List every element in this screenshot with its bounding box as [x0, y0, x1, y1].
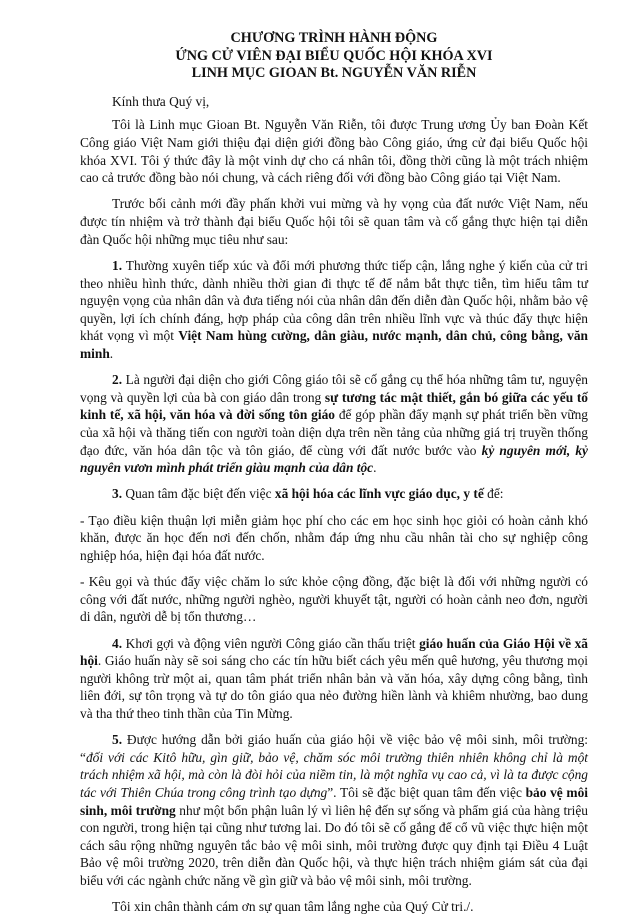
point-5-text-3: như một bổn phận luân lý vì liên hệ đến sự sống và phẩm giá của hàng triệu con người, trong hiện tại cũng như tương lai. Do đó tôi sẽ cố gắng để cổ vũ việc thực hiện một cách sâu rộng những nguyên tắc bảo vệ môi sinh, môi trường được quy định tại Điều 4 Luật Bảo vệ môi trường 2020, trên diễn đàn Quốc hội, và thực hiện trách nhiệm giám sát của đại biểu với các ngành chức năng về gìn giữ và bảo vệ môi sinh, môi trường. [80, 802, 588, 889]
point-1 [80, 257, 588, 363]
point-4-bold: giáo huấn của Giáo Hội về xã hội [80, 635, 588, 669]
point-4-number: 4. [112, 635, 123, 651]
document-title [80, 30, 588, 83]
point-2-bold-italic: kỷ nguyên mới, kỷ nguyên vươn mình phát triển giàu mạnh của dân tộc [80, 442, 589, 476]
point-2-text-2: để góp phần đẩy mạnh sự phát triển bền vững của xã hội và thăng tiến con người toàn diện dựa trên nền tảng của những giá trị truyền thống đạo đức, văn hóa dân tộc và tôn giáo, để cùng với đất nước bước vào [80, 407, 588, 458]
point-2-end: . [373, 460, 377, 476]
title-line-3: LINH MỤC GIOAN Bt. NGUYỄN VĂN RIỄN [191, 65, 477, 82]
point-3-sub-1: - Tạo điều kiện thuận lợi miễn giảm học phí cho các em học sinh học giỏi có hoàn cảnh khó khăn, được ăn học đến nơi đến chốn, nhằm đáp ứng nhu cầu nhân tài cho sự nghiệp công nghiệp hóa, hiện đại hóa đất nước. [80, 512, 588, 563]
point-3-text: Quan tâm đặc biệt đến việc [122, 486, 275, 502]
closing-paragraph: Tôi xin chân thành cám ơn sự quan tâm lắng nghe của Quý Cử tri./. [112, 899, 474, 915]
point-4-text-2: . Giáo huấn này sẽ soi sáng cho các tín hữu biết cách yêu mến quê hương, yêu thương mọi người không trừ một ai, quan tâm phát triển nhân bản và văn hóa, xây dựng công bằng, tình liên đới, sự tôn trọng và tự do tôn giáo qua nẻo đường hiền lành và khiêm nhường, bao dung và tha thứ theo tinh thần của Tin Mừng. [80, 653, 588, 721]
point-2-text-1: Là người đại diện cho giới Công giáo tôi sẽ cố gắng cụ thể hóa những tâm tư, nguyện vọng và quyền lợi của bà con giáo dân trong [80, 372, 588, 405]
point-5 [80, 731, 588, 889]
greeting: Kính thưa Quý vị, [112, 93, 210, 109]
point-2-bold: sự tương tác mật thiết, gắn bó giữa các yếu tố kinh tế, xã hội, văn hóa và đời sống tôn giáo [80, 389, 588, 423]
point-3-end: để: [483, 486, 504, 502]
point-3-number: 3. [112, 486, 123, 502]
point-2-number: 2. [112, 372, 123, 388]
point-1-bold: Việt Nam hùng cường, dân giàu, nước mạnh, dân chủ, công bằng, văn minh [80, 328, 588, 361]
point-5-text-1: Được hướng dẫn bởi giáo huấn của giáo hội về việc bảo vệ môi sinh, môi trường: “ [80, 732, 588, 765]
point-1-text: Thường xuyên tiếp xúc và đổi mới phương thức tiếp cận, lắng nghe ý kiến của cử tri theo nhiều hình thức, dành nhiều thời gian đi thực tế để nắm bắt thực tiễn, tìm hiểu tâm tư nguyện vọng của nhân dân và đưa tiếng nói của nhân dân đến diễn đàn Quốc hội, nhằm bảo vệ quyền, lợi ích chính đáng, hợp pháp của công dân trên nhiều lĩnh vực và thúc đẩy thực hiện khát vọng vì một [80, 257, 588, 344]
intro-paragraph: Tôi là Linh mục Gioan Bt. Nguyễn Văn Riễn, tôi được Trung ương Ủy ban Đoàn Kết Công giáo Việt Nam giới thiệu đại diện giới đồng bào Công giáo, ứng cử đại biểu Quốc hội khóa XVI. Tôi ý thức đây là một vinh dự cho cá nhân tôi, đồng thời cũng là một trách nhiệm cao cả trước đồng bào nói chung, và cách riêng đối với đồng bào Công giáo tại Việt Nam. [80, 117, 588, 186]
title-line-2: ỨNG CỬ VIÊN ĐẠI BIỂU QUỐC HỘI KHÓA XVI [175, 47, 493, 64]
point-2 [80, 371, 588, 477]
title-line-1: CHƯƠNG TRÌNH HÀNH ĐỘNG [230, 30, 438, 46]
point-5-italic-quote: đối với các Kitô hữu, gìn giữ, bảo vệ, chăm sóc môi trường thiên nhiên không chỉ là một trách nhiệm xã hội, mà còn là đòi hỏi của niềm tin, là một nghĩa vụ cao cả, vì là ta được cộng tác với Thiên Chúa trong công trình tạo dựng [80, 749, 588, 801]
point-3-sub-2: - Kêu gọi và thúc đẩy việc chăm lo sức khỏe cộng đồng, đặc biệt là đối với những người có công với đất nước, những người nghèo, người khuyết tật, người có hoàn cảnh neo đơn, người di dân, người dễ bị tổn thương… [80, 574, 588, 625]
point-3-bold: xã hội hóa các lĩnh vực giáo dục, y tế [274, 486, 484, 502]
point-3 [80, 485, 588, 503]
point-1-end: . [109, 345, 114, 361]
point-1-number: 1. [112, 257, 123, 273]
point-4-text-1: Khơi gợi và động viên người Công giáo cần thấu triệt [122, 635, 420, 651]
point-4 [80, 635, 588, 723]
point-5-bold: bảo vệ môi sinh, môi trường [80, 785, 588, 818]
point-5-number: 5. [112, 732, 123, 748]
point-5-text-2: ”. Tôi sẽ đặc biệt quan tâm đến việc [327, 785, 526, 801]
context-paragraph: Trước bối cảnh mới đầy phấn khởi vui mừng và hy vọng của đất nước Việt Nam, nếu được tín nhiệm và trở thành đại biểu Quốc hội tôi sẽ quan tâm và cố gắng thực hiện tại diễn đàn Quốc hội những mục tiêu như sau: [80, 196, 588, 247]
